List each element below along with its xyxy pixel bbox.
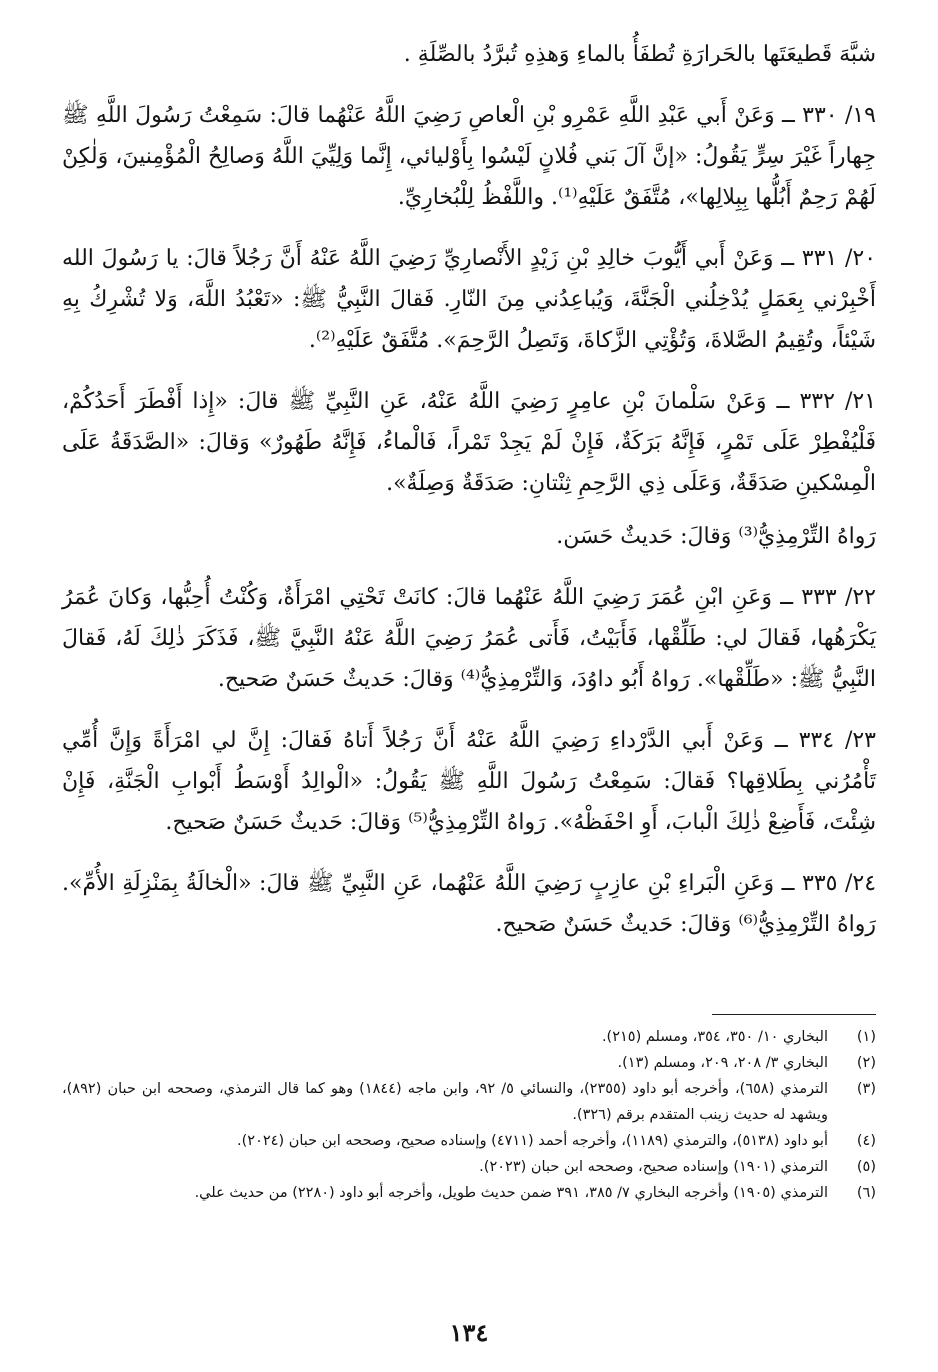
hadith-333: ٢٢/ ٣٣٣ ــ وَعَنِ ابْنِ عُمَرَ رَضِيَ اللَّهُ عَنْهُما قالَ: كانَتْ تَحْتِي امْرَأَةٌ، وَكُنْتُ أُحِبُّها، وَكانَ عُمَرُ يَكْرَهُها، فَقالَ لي: طَلِّقْها، فَأَبَيْتُ، فَأَتى عُمَرُ رَضِيَ اللَّهُ عَنْهُ النَّبِيَّ ﷺ، فَذَكَرَ ذٰلِكَ لَهُ، فَقالَ النَّبِيُّ ﷺ: «طَلِّقْها». رَواهُ أَبُو داوُدَ، وَالتِّرْمِذِيُّ⁽⁴⁾ وَقالَ: حَديثٌ حَسَنٌ صَحيح.	[62, 585, 876, 692]
footnotes	[62, 1024, 876, 1206]
footnote-text: الترمذي (٦٥٨)، وأخرجه أبو داود (٢٣٥٥)، والنسائي ٥/ ٩٢، وابن ماجه (١٨٤٤) وهو كما قال الترمذي، وصححه ابن حبان (٨٩٢)، ويشهد له حديث زينب المتقدم برقم (٣٢٦).	[62, 1081, 828, 1123]
page-number: ١٣٤	[449, 1318, 489, 1347]
footnote-1	[62, 1024, 876, 1050]
hadith-334: ٢٣/ ٣٣٤ ــ وَعَنْ أَبي الدَّرْداءِ رَضِيَ اللَّهُ عَنْهُ أَنَّ رَجُلاً أَتاهُ فَقالَ: إِنَّ لي امْرَأَةً وَإِنَّ أُمِّي تَأْمُرُني بِطَلاقِها؟ فَقالَ: سَمِعْتُ رَسُولَ اللَّهِ ﷺ يَقُولُ: «الْوالِدُ أَوْسَطُ أَبْوابِ الْجَنَّةِ، فَإِنْ شِئْتَ، فَأَضِعْ ذٰلِكَ الْبابَ، أَوِ احْفَظْهُ». رَواهُ التِّرْمِذِيُّ⁽⁵⁾ وَقالَ: حَديثٌ حَسَنٌ صَحيح.	[62, 728, 876, 835]
footnote-number: (٣)	[856, 1081, 876, 1097]
footnote-number: (١)	[856, 1029, 876, 1045]
footnote-4	[62, 1128, 876, 1154]
footnote-3	[62, 1076, 876, 1128]
footnote-text: الترمذي (١٩٠١) وإسناده صحيح، وصححه ابن حبان (٢٠٢٣).	[479, 1159, 828, 1175]
hadith-332-narration: رَواهُ التِّرْمِذِيُّ⁽³⁾ وَقالَ: حَديثٌ حَسَن.	[556, 524, 876, 549]
hadith-331: ٢٠/ ٣٣١ ــ وَعَنْ أَبي أَيُّوبَ خالِدِ بْنِ زَيْدٍ الأَنْصارِيِّ رَضِيَ اللَّهُ عَنْهُ أَنَّ رَجُلاً قالَ: يا رَسُولَ الله أَخْبِرْني بِعَمَلٍ يُدْخِلُني الْجَنَّةَ، وَيُباعِدُني مِنَ النّارِ. فَقالَ النَّبِيُّ ﷺ: «تَعْبُدُ اللَّهَ، وَلا تُشْرِكُ بِهِ شَيْئاً، وتُقِيمُ الصَّلاةَ، وَتُؤْتِي الزَّكاةَ، وَتَصِلُ الرَّحِمَ». مُتَّفَقٌ عَلَيْهِ⁽²⁾.	[62, 246, 877, 353]
footnote-text: البخاري ٣/ ٢٠٨، ٢٠٩، ومسلم (١٣).	[617, 1055, 828, 1071]
hadith-335: ٢٤/ ٣٣٥ ــ وَعَنِ الْبَراءِ بْنِ عازِبٍ رَضِيَ اللَّهُ عَنْهُما، عَنِ النَّبِيِّ ﷺ قالَ: «الْخالَةُ بِمَنْزِلَةِ الأُمِّ». رَواهُ التِّرْمِذِيُّ⁽⁶⁾ وَقالَ: حَديثٌ حَسَنٌ صَحيح.	[62, 871, 877, 937]
footnote-number: (٦)	[856, 1185, 876, 1201]
footnote-text: الترمذي (١٩٠٥) وأخرجه البخاري ٧/ ٣٨٥، ٣٩١ ضمن حديث طويل، وأخرجه أبو داود (٢٢٨٠) من حديث علي.	[194, 1185, 828, 1201]
footnote-2	[62, 1050, 876, 1076]
footnote-text: أبو داود (٥١٣٨)، والترمذي (١١٨٩)، وأخرجه أحمد (٤٧١١) وإسناده صحيح، وصححه ابن حبان (٢٠٢٤).	[237, 1133, 828, 1149]
footnote-5	[62, 1154, 876, 1180]
main-text	[62, 34, 876, 945]
footnote-number: (٥)	[856, 1159, 876, 1175]
continuation-paragraph: شبَّهَ قَطيعَتَها بالحَرارَةِ تُطفَأُ بالماءِ وَهذِهِ تُبرَّدُ بالصِّلَةِ .	[403, 42, 876, 67]
footnote-6	[62, 1180, 876, 1206]
hadith-330: ١٩/ ٣٣٠ ــ وَعَنْ أَبي عَبْدِ اللَّهِ عَمْرِو بْنِ الْعاصِ رَضِيَ اللَّهُ عَنْهُما قالَ: سَمِعْتُ رَسُولَ اللَّهِ ﷺ جِهاراً غَيْرَ سِرٍّ يَقُولُ: «إنَّ آلَ بَني فُلانٍ لَيْسُوا بِأَوْليائي، إِنَّما وَلِيِّيَ اللَّهُ وَصالِحُ الْمُؤْمِنينَ، وَلٰكِنْ لَهُمْ رَحِمٌ أَبُلُّها بِبِلالِها»، مُتَّفَقٌ عَلَيْهِ⁽¹⁾. واللَّفْظُ لِلْبُخارِيِّ.	[62, 103, 876, 210]
footnote-number: (٢)	[856, 1055, 876, 1071]
footnote-text: البخاري ١٠/ ٣٥٠، ٣٥٤، ومسلم (٢١٥).	[601, 1029, 828, 1045]
hadith-332: ٢١/ ٣٣٢ ــ وَعَنْ سَلْمانَ بْنِ عامِرٍ رَضِيَ اللَّهُ عَنْهُ، عَنِ النَّبِيِّ ﷺ قالَ: «إِذا أَفْطَرَ أَحَدُكُمْ، فَلْيُفْطِرْ عَلَى تَمْرٍ، فَإِنَّهُ بَرَكَةٌ، فَإِنْ لَمْ يَجِدْ تَمْراً، فَالْماءُ، فَإِنَّهُ طَهُورٌ» وَقالَ: «الصَّدَقَةُ عَلَى الْمِسْكينِ صَدَقَةٌ، وَعَلَى ذِي الرَّحِمِ ثِنْتانِ: صَدَقَةٌ وَصِلَةٌ».	[62, 389, 877, 496]
footnote-number: (٤)	[856, 1133, 876, 1149]
footnote-separator	[712, 1014, 876, 1015]
